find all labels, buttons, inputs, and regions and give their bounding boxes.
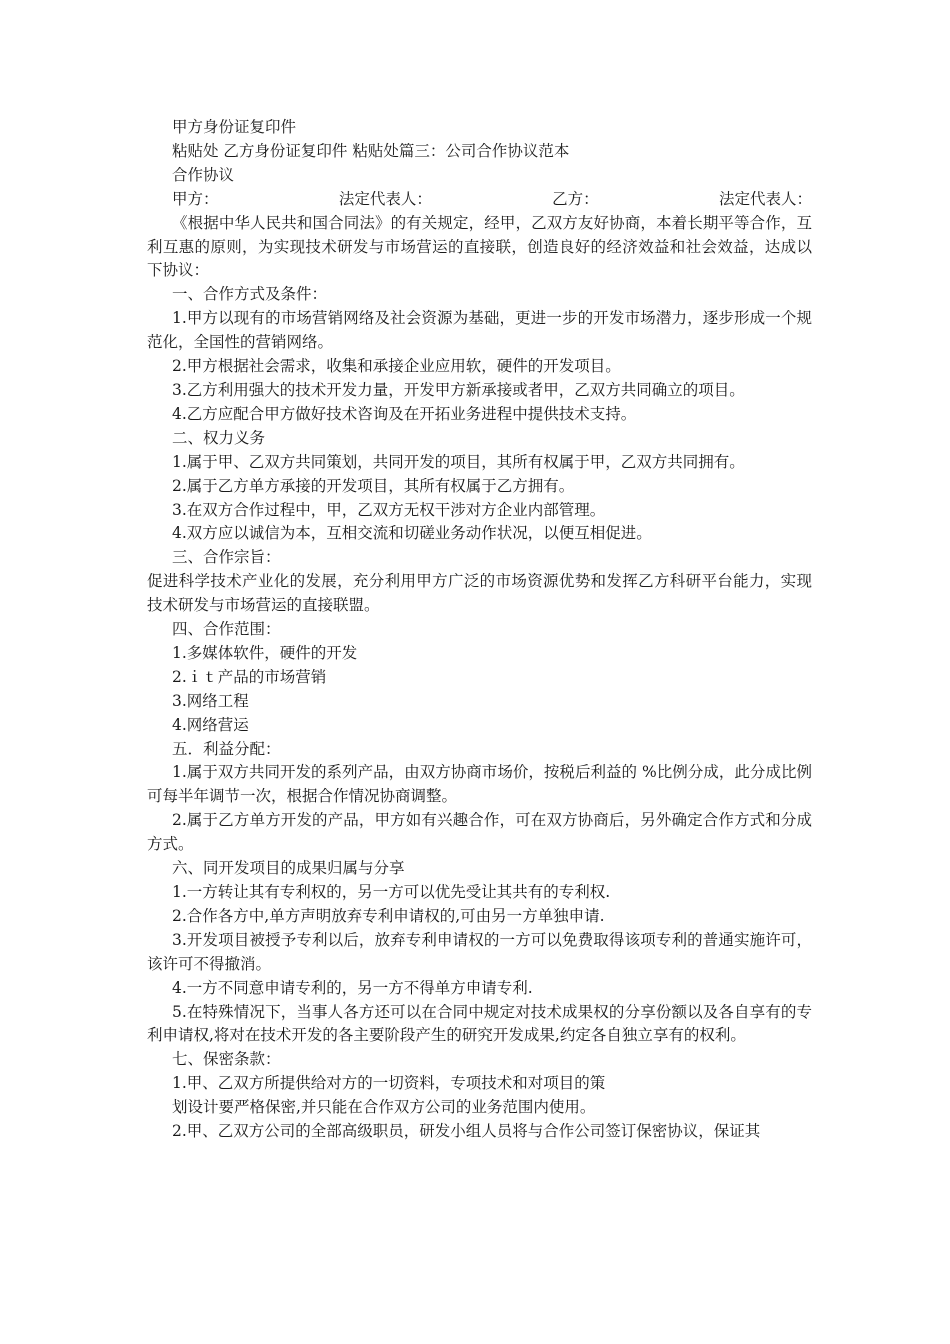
paragraph: 2.甲、乙双方公司的全部高级职员，研发小组人员将与合作公司签订保密协议，保证其	[172, 1122, 761, 1141]
paragraph: 1.多媒体软件，硬件的开发	[172, 643, 358, 662]
paragraph: 四、合作范围：	[172, 620, 281, 639]
party-b-label: 乙方：	[552, 189, 599, 208]
paragraph: 3.网络工程	[172, 691, 249, 710]
paragraph: 1.一方转让其有专利权的，另一方可以优先受让其共有的专利权.	[172, 883, 611, 901]
paragraph: 1.属于双方共同开发的系列产品，由双方协商市场价，按税后利益的 %比例分成，此分成比例可每半年调节一次，根据合作情况协商调整。	[147, 763, 812, 806]
paragraph-list	[147, 212, 812, 1144]
paragraph: 5.在特殊情况下，当事人各方还可以在合同中规定对技术成果权的分享份额以及各自享有的专利申请权,将对在技术开发的各主要阶段产生的研究开发成果,约定各自独立享有的权利。	[147, 1002, 812, 1045]
paragraph: 1.属于甲、乙双方共同策划，共同开发的项目，其所有权属于甲，乙双方共同拥有。	[172, 452, 745, 471]
paragraph: 2.属于乙方单方开发的产品，甲方如有兴趣合作，可在双方协商后，另外确定合作方式和分成方式。	[147, 811, 812, 854]
paragraph: 4.一方不同意申请专利的，另一方不得单方申请专利.	[172, 978, 533, 997]
paragraph: 2.合作各方中,单方声明放弃专利申请权的,可由另一方单独申请.	[172, 906, 605, 925]
paragraph: 3.开发项目被授予专利以后，放弃专利申请权的一方可以免费取得该项专利的普通实施许可，该许可不得撤消。	[147, 930, 812, 973]
paragraph: 七、保密条款：	[172, 1050, 281, 1069]
paragraph: 2.属于乙方单方承接的开发项目，其所有权属于乙方拥有。	[172, 476, 575, 495]
paragraph: 二、权力义务	[172, 428, 266, 447]
rep-b-label: 法定代表人：	[718, 189, 812, 208]
paragraph: 3.乙方利用强大的技术开发力量，开发甲方新承接或者甲，乙双方共同确立的项目。	[172, 380, 745, 399]
paragraph: 2.甲方根据社会需求，收集和承接企业应用软，硬件的开发项目。	[172, 357, 621, 376]
paragraph: 4.网络营运	[172, 715, 249, 734]
party-line	[147, 188, 812, 212]
paragraph: 4.双方应以诚信为本，互相交流和切磋业务动作状况，以便互相促进。	[172, 524, 652, 543]
agreement-title: 合作协议	[172, 165, 235, 184]
paragraph: 1.甲方以现有的市场营销网络及社会资源为基础，更进一步的开发市场潜力，逐步形成一个规范化，全国性的营销网络。	[147, 309, 812, 352]
paragraph: 五．利益分配：	[172, 739, 281, 758]
intro-line-2: 粘贴处 乙方身份证复印件 粘贴处篇三：公司合作协议范本	[172, 141, 570, 160]
document-body	[147, 116, 812, 1144]
paragraph: 一、合作方式及条件：	[172, 285, 328, 304]
paragraph: 《根据中华人民共和国合同法》的有关规定，经甲，乙双方友好协商，本着长期平等合作，互利互惠的原则，为实现技术研发与市场营运的直接联，创造良好的经济效益和社会效益，达成以下协议：	[147, 213, 812, 280]
paragraph: 3.在双方合作过程中，甲，乙双方无权干涉对方企业内部管理。	[172, 500, 606, 519]
paragraph: 4.乙方应配合甲方做好技术咨询及在开拓业务进程中提供技术支持。	[172, 404, 637, 423]
paragraph: 三、合作宗旨：	[172, 548, 281, 567]
paragraph: 六、同开发项目的成果归属与分享	[172, 859, 405, 878]
paragraph: 划设计要严格保密,并只能在合作双方公司的业务范围内使用。	[172, 1098, 596, 1117]
intro-line-1: 甲方身份证复印件	[172, 118, 297, 136]
paragraph: 2.ｉｔ产品的市场营销	[172, 667, 327, 686]
paragraph: 促进科学技术产业化的发展，充分利用甲方广泛的市场资源优势和发挥乙方科研平台能力，实现技术研发与市场营运的直接联盟。	[147, 572, 812, 615]
party-a-label: 甲方：	[172, 189, 219, 208]
paragraph: 1.甲、乙双方所提供给对方的一切资料，专项技术和对项目的策	[172, 1074, 606, 1093]
rep-a-label: 法定代表人：	[338, 189, 432, 208]
